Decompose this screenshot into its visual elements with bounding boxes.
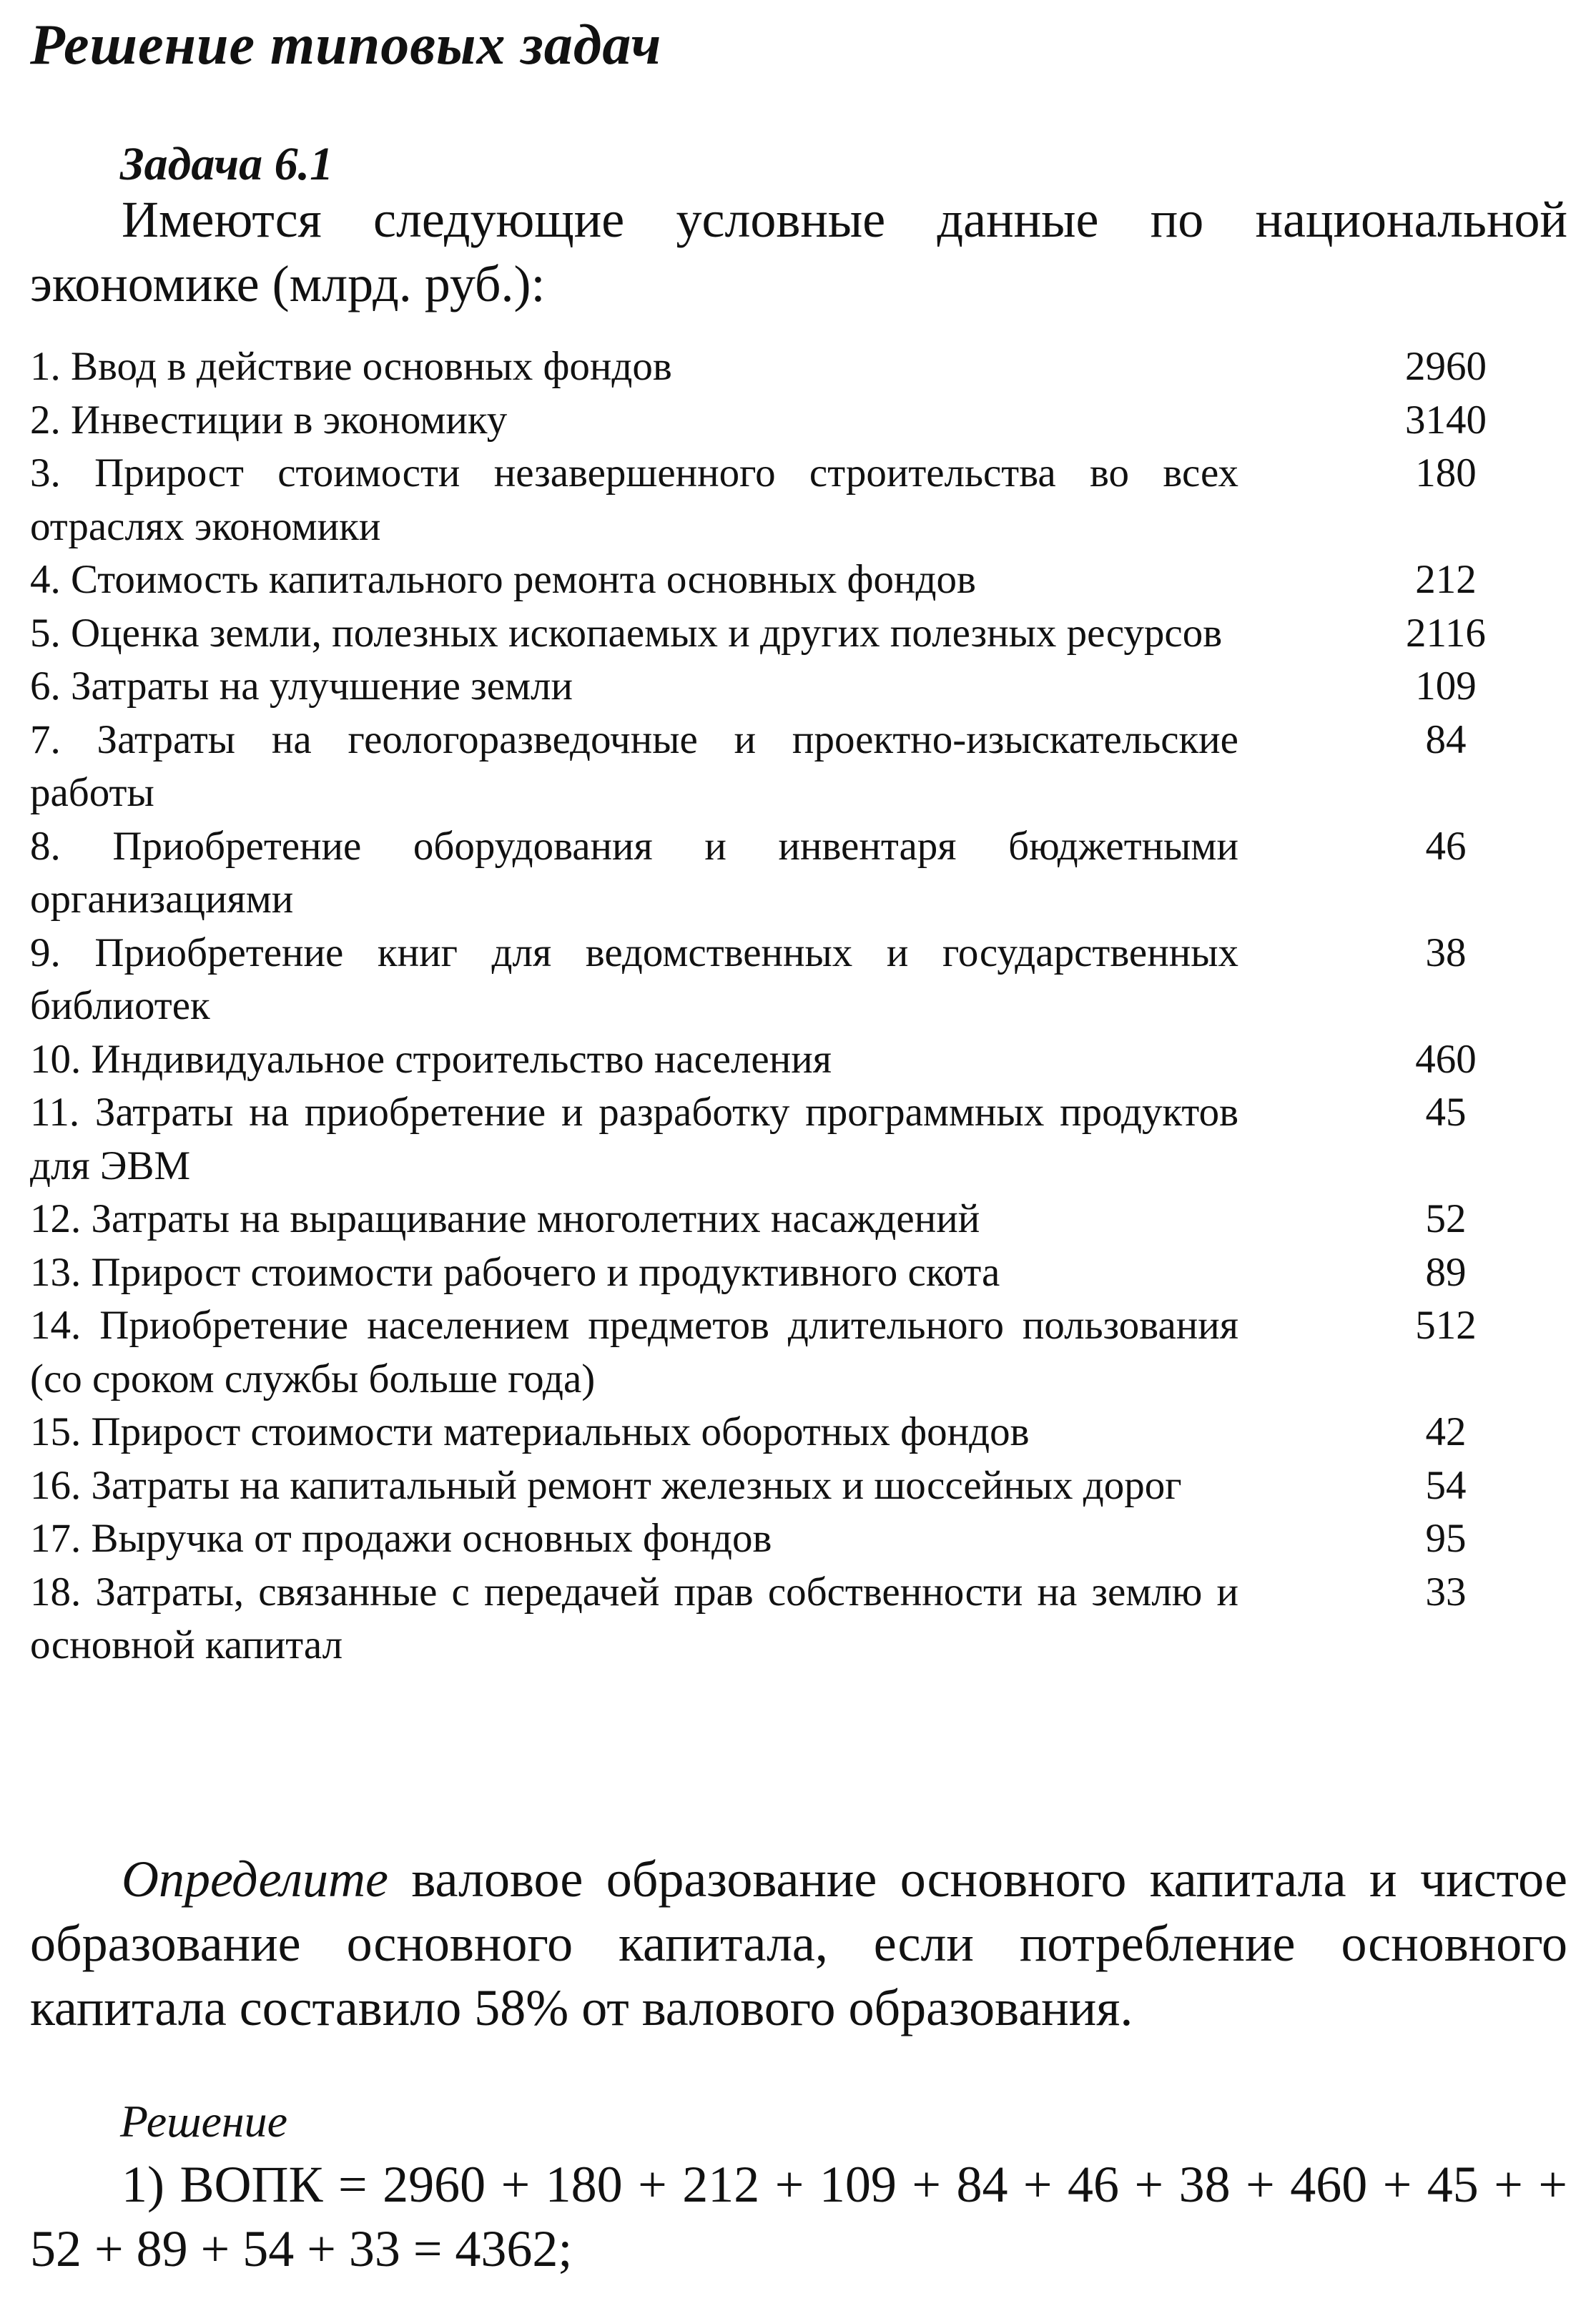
- list-item: [30, 1299, 1546, 1406]
- list-item: [30, 394, 1546, 448]
- list-item: [30, 1406, 1546, 1459]
- item-text: 17. Выручка от продажи основных фондов: [30, 1516, 772, 1561]
- solution-title: Решение: [120, 2096, 288, 2147]
- item-text: 10. Индивидуальное строительство населения: [30, 1036, 832, 1082]
- item-text: 7. Затраты на геологоразведочные и проектно-изыскательские работы: [30, 716, 1238, 815]
- item-value: 54: [1425, 1462, 1467, 1508]
- task-title: Задача 6.1: [120, 138, 334, 190]
- item-text: 11. Затраты на приобретение и разработку программных продуктов для ЭВМ: [30, 1090, 1238, 1188]
- item-text: 1. Ввод в действие основных фондов: [30, 344, 672, 389]
- item-text: 13. Прирост стоимости рабочего и продуктивного скота: [30, 1249, 1000, 1295]
- item-value: 38: [1425, 930, 1467, 975]
- list-item: [30, 1246, 1546, 1300]
- item-text: 2. Инвестиции в экономику: [30, 397, 508, 443]
- list-item: [30, 553, 1546, 607]
- item-value: 42: [1425, 1409, 1467, 1454]
- item-text: 14. Приобретение населением предметов длительного пользования (со сроком службы больше года): [30, 1303, 1238, 1401]
- item-value: 109: [1415, 664, 1477, 709]
- list-item: [30, 607, 1546, 661]
- item-value: 3140: [1405, 397, 1487, 443]
- task-statement: [30, 1847, 1567, 2040]
- list-item: [30, 714, 1546, 820]
- item-value: 45: [1425, 1090, 1467, 1135]
- item-text: 8. Приобретение оборудования и инвентаря бюджетными организациями: [30, 823, 1238, 922]
- item-text: 16. Затраты на капитальный ремонт железных и шоссейных дорог: [30, 1462, 1182, 1508]
- item-text: 12. Затраты на выращивание многолетних насаждений: [30, 1196, 980, 1241]
- item-value: 2116: [1406, 610, 1486, 656]
- item-text: 9. Приобретение книг для ведомственных и государственных библиотек: [30, 930, 1238, 1028]
- item-value: 33: [1425, 1569, 1467, 1615]
- item-value: 46: [1425, 823, 1467, 869]
- item-value: 52: [1425, 1196, 1467, 1241]
- list-item: [30, 820, 1546, 927]
- item-value: 460: [1415, 1036, 1477, 1082]
- list-item: [30, 1086, 1546, 1193]
- list-item: [30, 1566, 1546, 1672]
- item-text: 15. Прирост стоимости материальных оборотных фондов: [30, 1409, 1030, 1454]
- list-item: [30, 1193, 1546, 1246]
- data-items-list: [30, 340, 1546, 1672]
- item-text: 4. Стоимость капитального ремонта основных фондов: [30, 557, 976, 602]
- solution-line: 1) ВОПК = 2960 + 180 + 212 + 109 + 84 + 46 + 38 + 460 + 45 + + 52 + 89 + 54 + 33 = 4362;: [30, 2156, 1567, 2277]
- item-text: 5. Оценка земли, полезных ископаемых и других полезных ресурсов: [30, 610, 1223, 656]
- list-item: [30, 447, 1546, 553]
- item-text: 6. Затраты на улучшение земли: [30, 664, 573, 709]
- list-item: [30, 1033, 1546, 1087]
- item-value: 95: [1425, 1516, 1467, 1561]
- item-text: 3. Прирост стоимости незавершенного строительства во всех отраслях экономики: [30, 450, 1238, 549]
- list-item: [30, 660, 1546, 714]
- list-item: [30, 927, 1546, 1033]
- list-item: [30, 1459, 1546, 1513]
- task-statement-text: валовое образование основного капитала и чистое образование основного капитала, если потребление основного капитала составило 58% от валового образования.: [30, 1851, 1567, 2036]
- item-value: 89: [1425, 1249, 1467, 1295]
- item-value: 84: [1425, 716, 1467, 762]
- list-item: [30, 340, 1546, 394]
- item-value: 512: [1415, 1303, 1477, 1348]
- list-item: [30, 1512, 1546, 1566]
- item-value: 180: [1415, 450, 1477, 496]
- item-value: 2960: [1405, 344, 1487, 389]
- section-title: Решение типовых задач: [30, 14, 662, 77]
- task-lead-word: Определите: [122, 1851, 388, 1908]
- task-intro: Имеются следующие условные данные по национальной экономике (млрд. руб.):: [30, 191, 1567, 312]
- item-value: 212: [1415, 557, 1477, 602]
- item-text: 18. Затраты, связанные с передачей прав собственности на землю и основной капитал: [30, 1569, 1238, 1667]
